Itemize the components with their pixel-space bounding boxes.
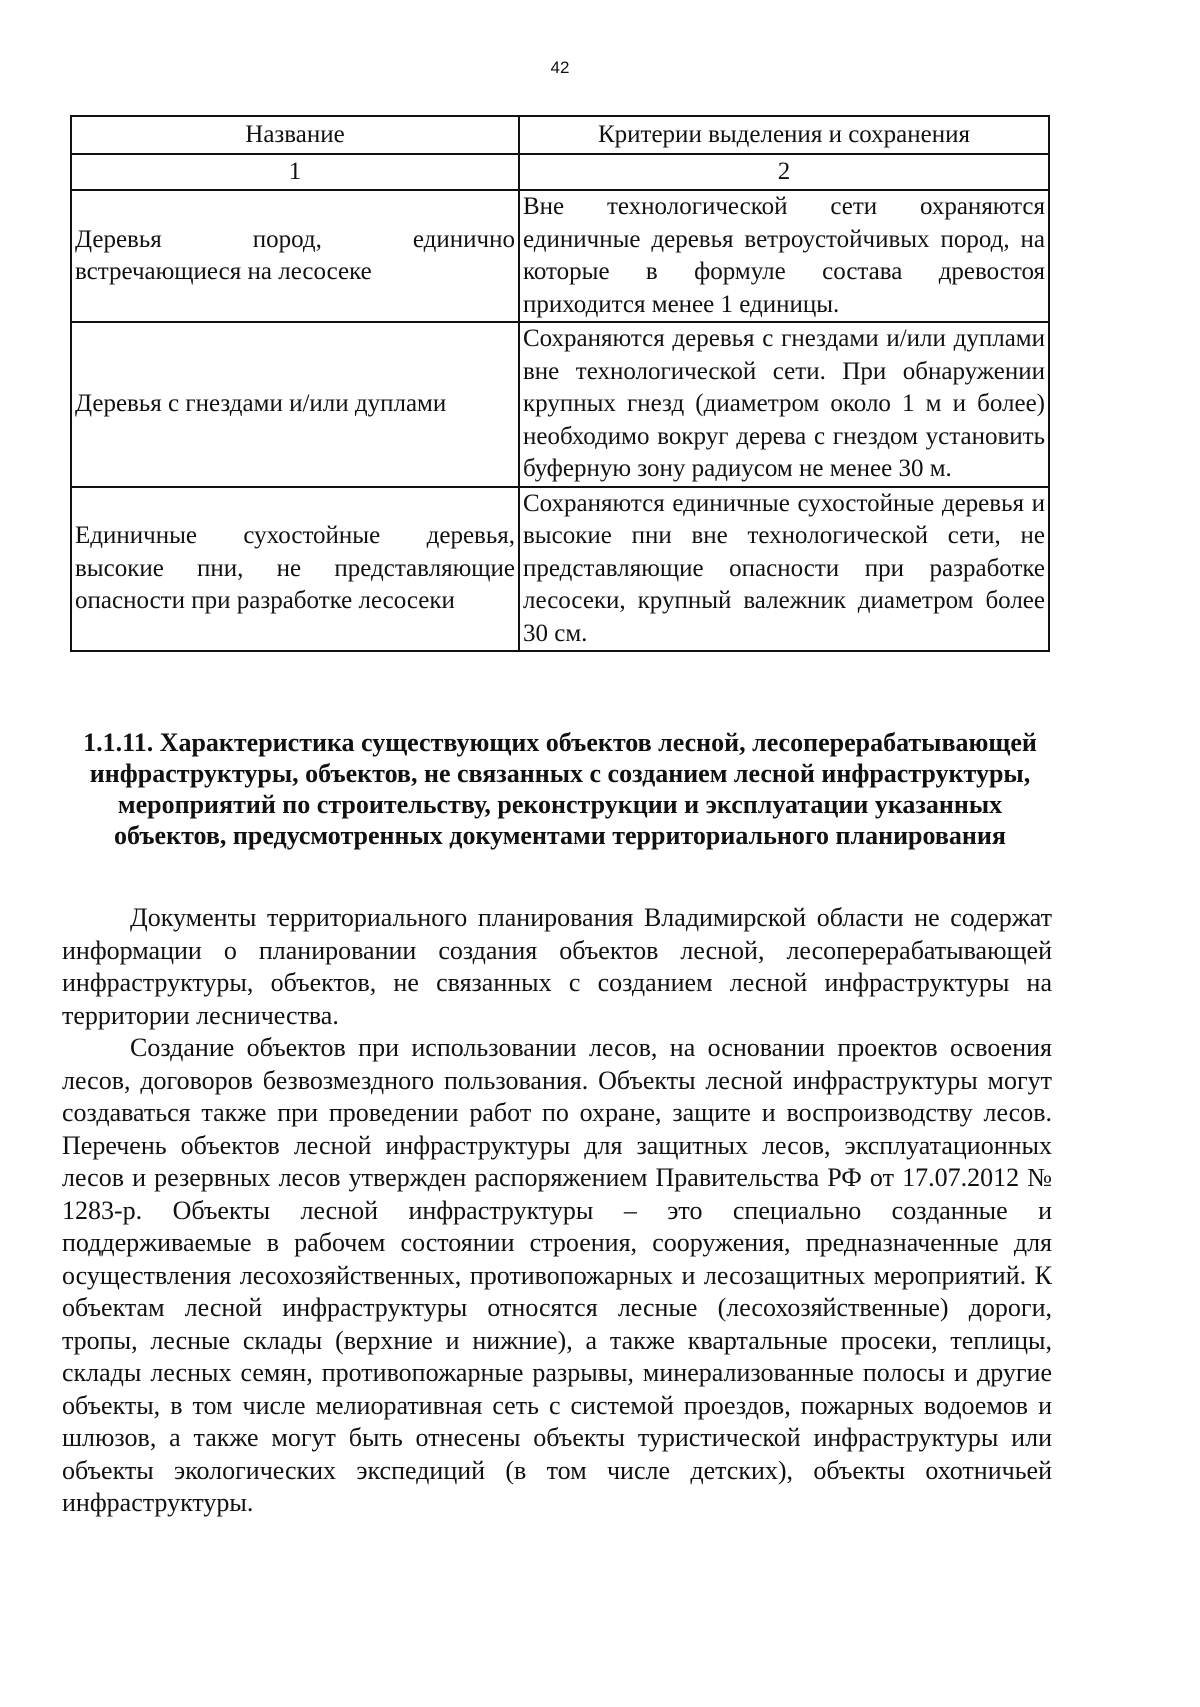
page-number: 42 (550, 58, 570, 77)
column-header-criteria: Критерии выделения и сохранения (519, 116, 1049, 154)
paragraph: Создание объектов при использовании лесов, на основании проектов освоения лесов, договоров безвозмездного пользования. Объекты лесной инфраструктуры могут создаваться также при проведении работ по охране, защите и воспроизводству лесов. Перечень объектов лесной инфраструктуры для защитных лесов, эксплуатационных лесов и резервных лесов утвержден распоряжением Правительства РФ от 17.07.2012 № 1283-р. Объекты лесной инфраструктуры – это специально созданные и поддерживаемые в рабочем состоянии строения, сооружения, предназначенные для осуществления лесохозяйственных, противопожарных и лесозащитных мероприятий. К объектам лесной инфраструктуры относятся лесные (лесохозяйственные) дороги, тропы, лесные склады (верхние и нижние), а также квартальные просеки, теплицы, склады лесных семян, противопожарные разрывы, минерализованные полосы и другие объекты, в том числе мелиоративная сеть с системой проездов, пожарных водоемов и шлюзов, а также могут быть отнесены объекты туристической инфраструктуры или объекты экологических экспедиций (в том числе детских), объекты охотничьей инфраструктуры. (62, 1033, 1052, 1517)
table-header-row (71, 116, 1049, 154)
row-criteria-cell: Сохраняются деревья с гнездами и/или дуплами вне технологической сети. При обнаружении крупных гнезд (диаметром около 1 м и более) необходимо вокруг дерева с гнездом установить буферную зону радиусом не менее 30 м. (519, 322, 1049, 487)
body-text (62, 902, 1052, 1520)
paragraph: Документы территориального планирования Владимирской области не содержат информации о планировании создания объектов лесной, лесоперерабатывающей инфраструктуры, объектов, не связанных с созданием лесной инфраструктуры на территории лесничества. (62, 903, 1052, 1030)
column-number-1: 1 (71, 154, 519, 190)
table-row (71, 487, 1049, 652)
column-number-row (71, 154, 1049, 190)
row-name-cell: Деревья пород, единично встречающиеся на лесосеке (71, 190, 519, 322)
column-header-name: Название (71, 116, 519, 154)
column-number-2: 2 (519, 154, 1049, 190)
criteria-table (70, 115, 1050, 652)
row-name-cell: Единичные сухостойные деревья, высокие пни, не представляющие опасности при разработке лесосеки (71, 487, 519, 652)
section-heading: 1.1.11. Характеристика существующих объектов лесной, лесоперерабатывающей инфраструктуры, объектов, не связанных с созданием лесной инфраструктуры, мероприятий по строительству, реконструкции и эксплуатации указанных объектов, предусмотренных документами территориального планирования (83, 728, 1037, 850)
table-row (71, 322, 1049, 487)
row-criteria-cell: Вне технологической сети охраняются единичные деревья ветроустойчивых пород, на которые в формуле состава древостоя приходится менее 1 единицы. (519, 190, 1049, 322)
table-row (71, 190, 1049, 322)
row-name-cell: Деревья с гнездами и/или дуплами (71, 322, 519, 487)
row-criteria-cell: Сохраняются единичные сухостойные деревья и высокие пни вне технологической сети, не представляющие опасности при разработке лесосеки, крупный валежник диаметром более 30 см. (519, 487, 1049, 652)
